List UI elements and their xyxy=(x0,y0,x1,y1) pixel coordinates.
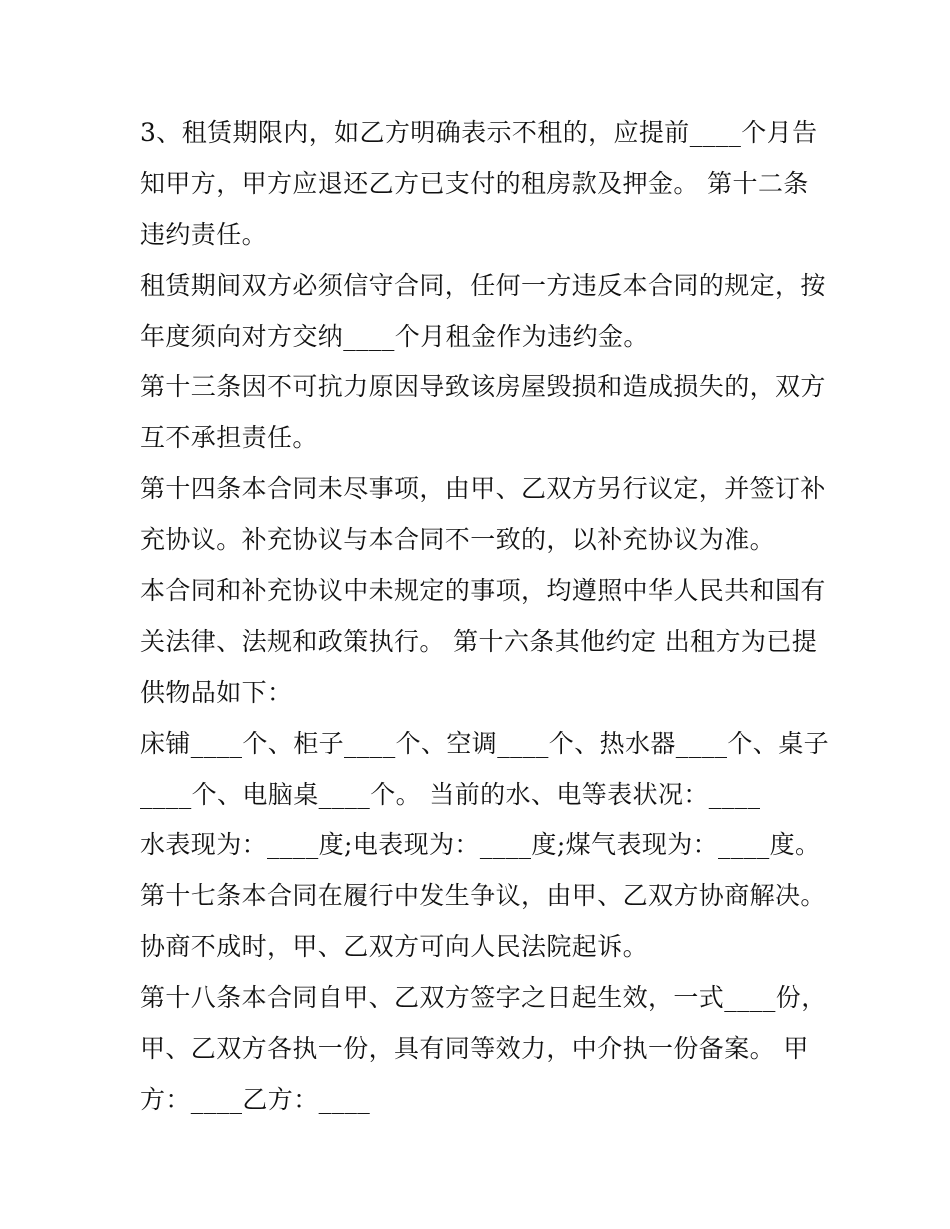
text-line: 第十七条本合同在履行中发生争议，由甲、乙双方协商解决。 xyxy=(140,881,826,911)
text-line: 协商不成时，甲、乙双方可向人民法院起诉。 xyxy=(140,932,649,962)
text-line: 违约责任。 xyxy=(140,219,268,249)
text-line: 第十三条因不可抗力原因导致该房屋毁损和造成损失的，双方 xyxy=(140,372,826,402)
text-line: 第十四条本合同未尽事项，由甲、乙双方另行议定，并签订补 xyxy=(140,474,826,504)
text-line: 床铺____个、柜子____个、空调____个、热水器____个、桌子 xyxy=(140,728,830,758)
text-line: 甲、乙双方各执一份，具有同等效力，中介执一份备案。 甲 xyxy=(140,1034,809,1064)
text-line: 第十八条本合同自甲、乙双方签字之日起生效，一式____份， xyxy=(140,983,827,1013)
text-line: ____个、电脑桌____个。 当前的水、电等表状况：____ xyxy=(140,779,761,809)
text-line: 充协议。补充协议与本合同不一致的，以补充协议为准。 xyxy=(140,525,776,555)
text-line: 关法律、法规和政策执行。 第十六条其他约定 出租方为已提 xyxy=(140,626,818,656)
contract-text xyxy=(140,108,830,1126)
text-line: 本合同和补充协议中未规定的事项，均遵照中华人民共和国有 xyxy=(140,576,826,606)
text-line: 供物品如下： xyxy=(140,677,293,707)
text-line: 年度须向对方交纳____个月租金作为违约金。 xyxy=(140,321,649,351)
text-line: 方：____乙方：____ xyxy=(140,1084,371,1114)
text-line: 知甲方，甲方应退还乙方已支付的租房款及押金。 第十二条 xyxy=(140,168,809,198)
text-line: 互不承担责任。 xyxy=(140,423,318,453)
text-line: 水表现为：____度;电表现为：____度;煤气表现为：____度。 xyxy=(140,830,821,860)
text-line: 租赁期间双方必须信守合同，任何一方违反本合同的规定，按 xyxy=(140,270,826,300)
text-line: 3、租赁期限内，如乙方明确表示不租的，应提前____个月告 xyxy=(140,118,818,147)
